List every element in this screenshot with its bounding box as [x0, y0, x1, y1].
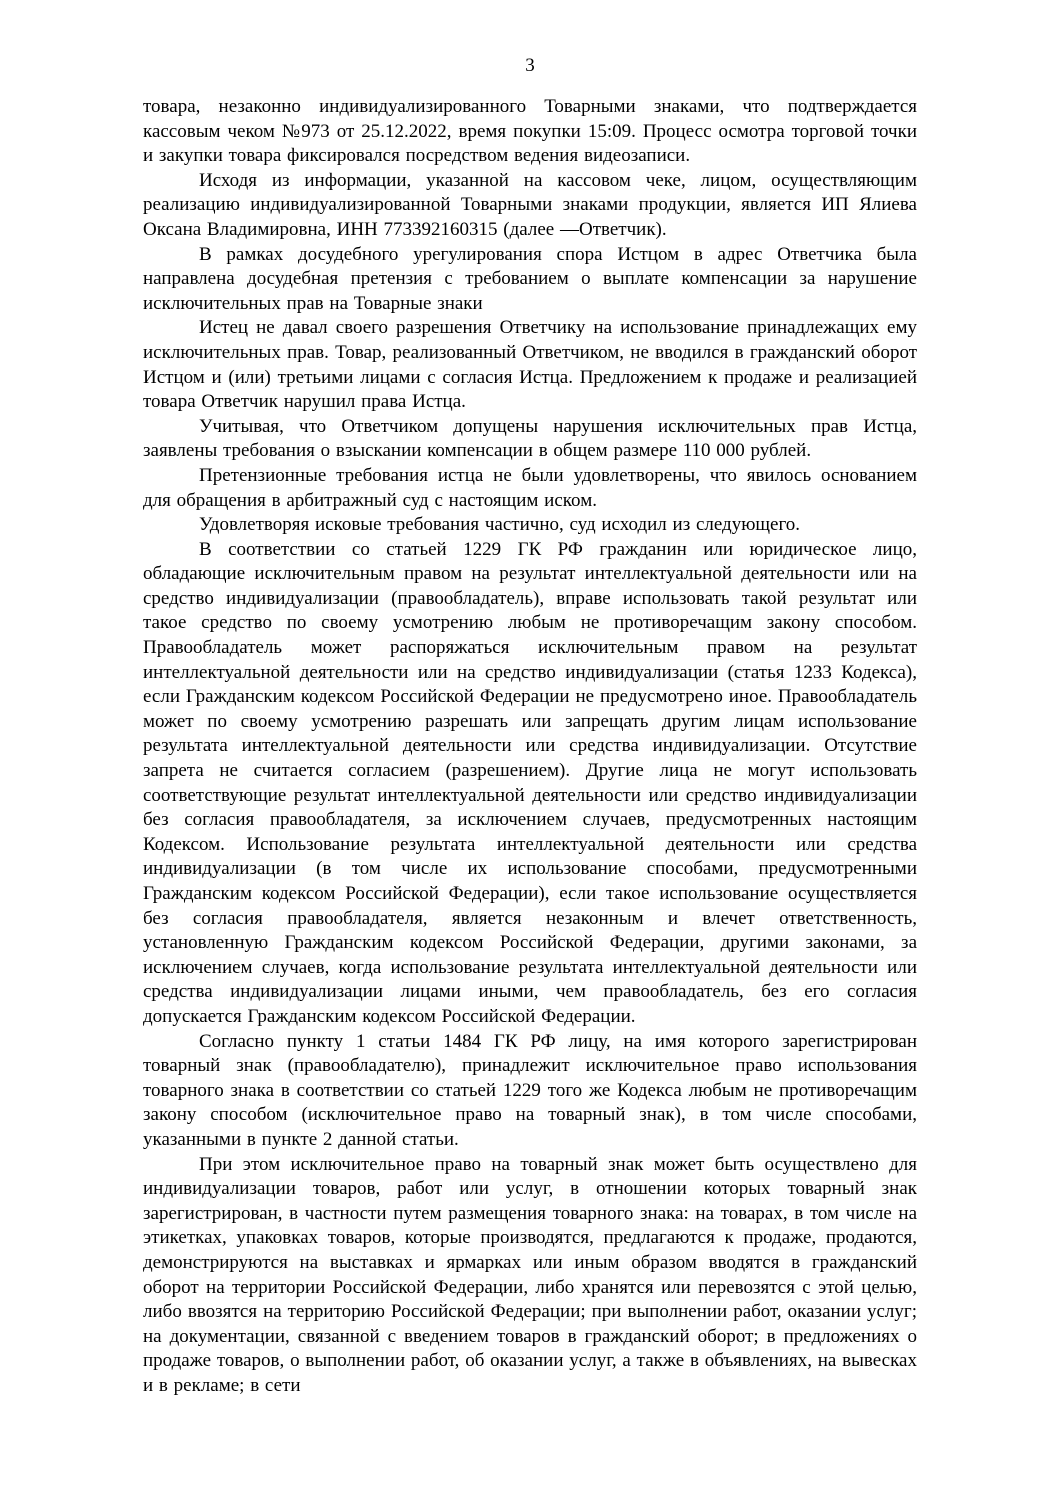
paragraph: Претензионные требования истца не были удовлетворены, что явилось основанием для обращения в арбитражный суд с настоящим иском.: [143, 464, 917, 511]
paragraph: В соответствии со статьей 1229 ГК РФ гражданин или юридическое лицо, обладающие исключительным правом на результат интеллектуальной деятельности или на средство индивидуализации (правообладатель), вправе использовать такой результат или такое средство по своему усмотрению любым не противоречащим закону способом. Правообладатель может распоряжаться исключительным правом на результат интеллектуальной деятельности или на средство индивидуализации (статья 1233 Кодекса), если Гражданским кодексом Российской Федерации не предусмотрено иное. Правообладатель может по своему усмотрению разрешать или запрещать другим лицам использование результата интеллектуальной деятельности или средства индивидуализации. Отсутствие запрета не считается согласием (разрешением). Другие лица не могут использовать соответствующие результат интеллектуальной деятельности или средство индивидуализации без согласия правообладателя, за исключением случаев, предусмотренных настоящим Кодексом. Использование результата интеллектуальной деятельности или средства индивидуализации (в том числе их использование способами, предусмотренными Гражданским кодексом Российской Федерации), если такое использование осуществляется без согласия правообладателя, является незаконным и влечет ответственность, установленную Гражданским кодексом Российской Федерации, другими законами, за исключением случаев, когда использование результата интеллектуальной деятельности или средства индивидуализации лицами иными, чем правообладатель, без его согласия допускается Гражданским кодексом Российской Федерации.: [143, 538, 917, 1027]
paragraph: товара, незаконно индивидуализированного Товарными знаками, что подтверждается кассовым чеком №973 от 25.12.2022, время покупки 15:09. Процесс осмотра торговой точки и закупки товара фиксировался посредством ведения видеозаписи.: [143, 96, 917, 167]
paragraph: В рамках досудебного урегулирования спора Истцом в адрес Ответчика была направлена досудебная претензия с требованием о выплате компенсации за нарушение исключительных прав на Товарные знаки: [143, 243, 917, 314]
paragraph: Истец не давал своего разрешения Ответчику на использование принадлежащих ему исключительных прав. Товар, реализованный Ответчиком, не вводился в гражданский оборот Истцом и (или) третьими лицами с согласия Истца. Предложением к продаже и реализацией товара Ответчик нарушил права Истца.: [143, 317, 917, 413]
paragraph: Удовлетворяя исковые требования частично, суд исходил из следующего.: [199, 514, 801, 536]
paragraph: Учитывая, что Ответчиком допущены нарушения исключительных прав Истца, заявлены требования о взыскании компенсации в общем размере 110 000 рублей.: [143, 415, 917, 462]
document-body: [143, 95, 917, 1398]
paragraph: При этом исключительное право на товарный знак может быть осуществлено для индивидуализации товаров, работ или услуг, в отношении которых товарный знак зарегистрирован, в частности путем размещения товарного знака: на товарах, в том числе на этикетках, упаковках товаров, которые производятся, предлагаются к продаже, продаются, демонстрируются на выставках и ярмарках или иным образом вводятся в гражданский оборот на территории Российской Федерации, либо хранятся или перевозятся с этой целью, либо ввозятся на территорию Российской Федерации; при выполнении работ, оказании услуг; на документации, связанной с введением товаров в гражданский оборот; в предложениях о продаже товаров, о выполнении работ, об оказании услуг, а также в объявлениях, на вывесках и в рекламе; в сети: [143, 1153, 917, 1396]
page-number: 3: [525, 55, 535, 76]
paragraph: Согласно пункту 1 статьи 1484 ГК РФ лицу, на имя которого зарегистрирован товарный знак (правообладателю), принадлежит исключительное право использования товарного знака в соответствии со статьей 1229 того же Кодекса любым не противоречащим закону способом (исключительное право на товарный знак), в том числе способами, указанными в пункте 2 данной статьи.: [143, 1030, 917, 1150]
paragraph: Исходя из информации, указанной на кассовом чеке, лицом, осуществляющим реализацию индивидуализированной Товарными знаками продукции, является ИП Ялиева Оксана Владимировна, ИНН 773392160315 (далее —Ответчик).: [143, 169, 917, 240]
